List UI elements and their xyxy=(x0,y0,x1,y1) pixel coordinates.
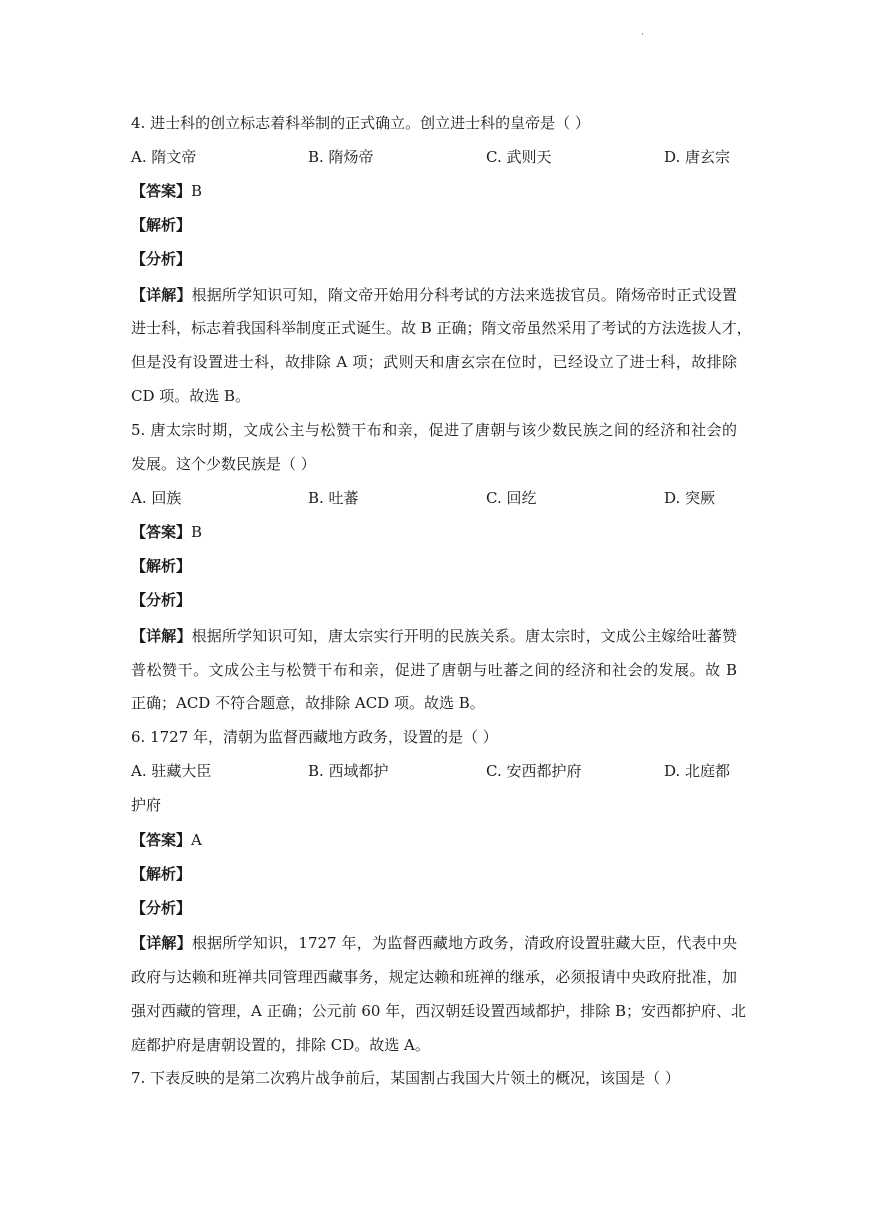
q5-detail-line-3: 正确；ACD 不符合题意，故排除 ACD 项。故选 B。 xyxy=(131,694,485,712)
q5-option-c: C. 回纥 xyxy=(486,489,537,507)
q4-answer xyxy=(131,181,202,201)
answer-tag: 【答案】 xyxy=(131,523,192,541)
q6-stem: 6. 1727 年，清朝为监督西藏地方政务，设置的是（ ） xyxy=(131,728,498,746)
q4-detail-line-2: 进士科，标志着我国科举制度正式诞生。故 B 正确；隋文帝虽然采用了考试的方法选拔人才， xyxy=(131,319,752,337)
q4-detail-line-3: 但是没有设置进士科，故排除 A 项；武则天和唐玄宗在位时，已经设立了进士科，故排除 xyxy=(131,353,737,371)
q4-jiexi-heading: 【解析】 xyxy=(131,216,192,234)
answer-value: A xyxy=(191,831,202,849)
q4-stem: 4. 进士科的创立标志着科举制的正式确立。创立进士科的皇帝是（ ） xyxy=(131,114,590,132)
detail-tag: 【详解】 xyxy=(131,934,192,952)
q5-stem-line-1: 5. 唐太宗时期，文成公主与松赞干布和亲，促进了唐朝与该少数民族之间的经济和社会的 xyxy=(131,421,737,439)
q6-detail-line-3: 强对西藏的管理，A 正确；公元前 60 年，西汉朝廷设置西域都护，排除 B；安西都护府、北 xyxy=(131,1002,747,1020)
q5-option-a: A. 回族 xyxy=(131,489,182,507)
answer-value: B xyxy=(191,523,203,541)
q5-stem-line-2: 发展。这个少数民族是（ ） xyxy=(131,455,316,473)
q6-detail-line-4: 庭都护府是唐朝设置的，排除 CD。故选 A。 xyxy=(131,1036,430,1054)
q6-detail-line-2: 政府与达赖和班禅共同管理西藏事务，规定达赖和班禅的继承，必须报请中央政府批准，加 xyxy=(131,968,737,986)
header-dot: · xyxy=(641,30,644,40)
q4-detail-line-4: CD 项。故选 B。 xyxy=(131,387,251,405)
q5-fenxi-heading: 【分析】 xyxy=(131,591,192,609)
q6-fenxi-heading: 【分析】 xyxy=(131,899,192,917)
q7-stem: 7. 下表反映的是第二次鸦片战争前后，某国割占我国大片领土的概况，该国是（ ） xyxy=(131,1069,680,1087)
q4-option-c: C. 武则天 xyxy=(486,148,552,166)
answer-value: B xyxy=(191,182,203,200)
q5-detail-line-2: 普松赞干。文成公主与松赞干布和亲，促进了唐朝与吐蕃之间的经济和社会的发展。故 B xyxy=(131,661,737,679)
detail-tag: 【详解】 xyxy=(131,627,192,645)
q6-jiexi-heading: 【解析】 xyxy=(131,865,192,883)
q6-option-c: C. 安西都护府 xyxy=(486,762,582,780)
q5-option-b: B. 吐蕃 xyxy=(308,489,359,507)
q6-option-d: D. 北庭都 xyxy=(664,762,731,780)
q5-detail-line-1: 【详解】根据所学知识可知，唐太宗实行开明的民族关系。唐太宗时，文成公主嫁给吐蕃赞 xyxy=(131,627,737,645)
q4-fenxi-heading: 【分析】 xyxy=(131,250,192,268)
q4-option-d: D. 唐玄宗 xyxy=(664,148,731,166)
answer-tag: 【答案】 xyxy=(131,182,192,200)
detail-tag: 【详解】 xyxy=(131,286,192,304)
q6-detail-line-1: 【详解】根据所学知识，1727 年，为监督西藏地方政务，清政府设置驻藏大臣，代表中央 xyxy=(131,934,737,952)
q6-option-b: B. 西域都护 xyxy=(308,762,389,780)
q5-answer xyxy=(131,522,202,542)
q4-option-a: A. 隋文帝 xyxy=(131,148,197,166)
answer-tag: 【答案】 xyxy=(131,831,192,849)
q6-option-d-wrap: 护府 xyxy=(131,796,162,814)
q6-option-a: A. 驻藏大臣 xyxy=(131,762,212,780)
q6-answer xyxy=(131,830,202,850)
q5-jiexi-heading: 【解析】 xyxy=(131,557,192,575)
q4-detail-line-1: 【详解】根据所学知识可知，隋文帝开始用分科考试的方法来选拔官员。隋炀帝时正式设置 xyxy=(131,286,737,304)
q5-option-d: D. 突厥 xyxy=(664,489,716,507)
q4-option-b: B. 隋炀帝 xyxy=(308,148,374,166)
